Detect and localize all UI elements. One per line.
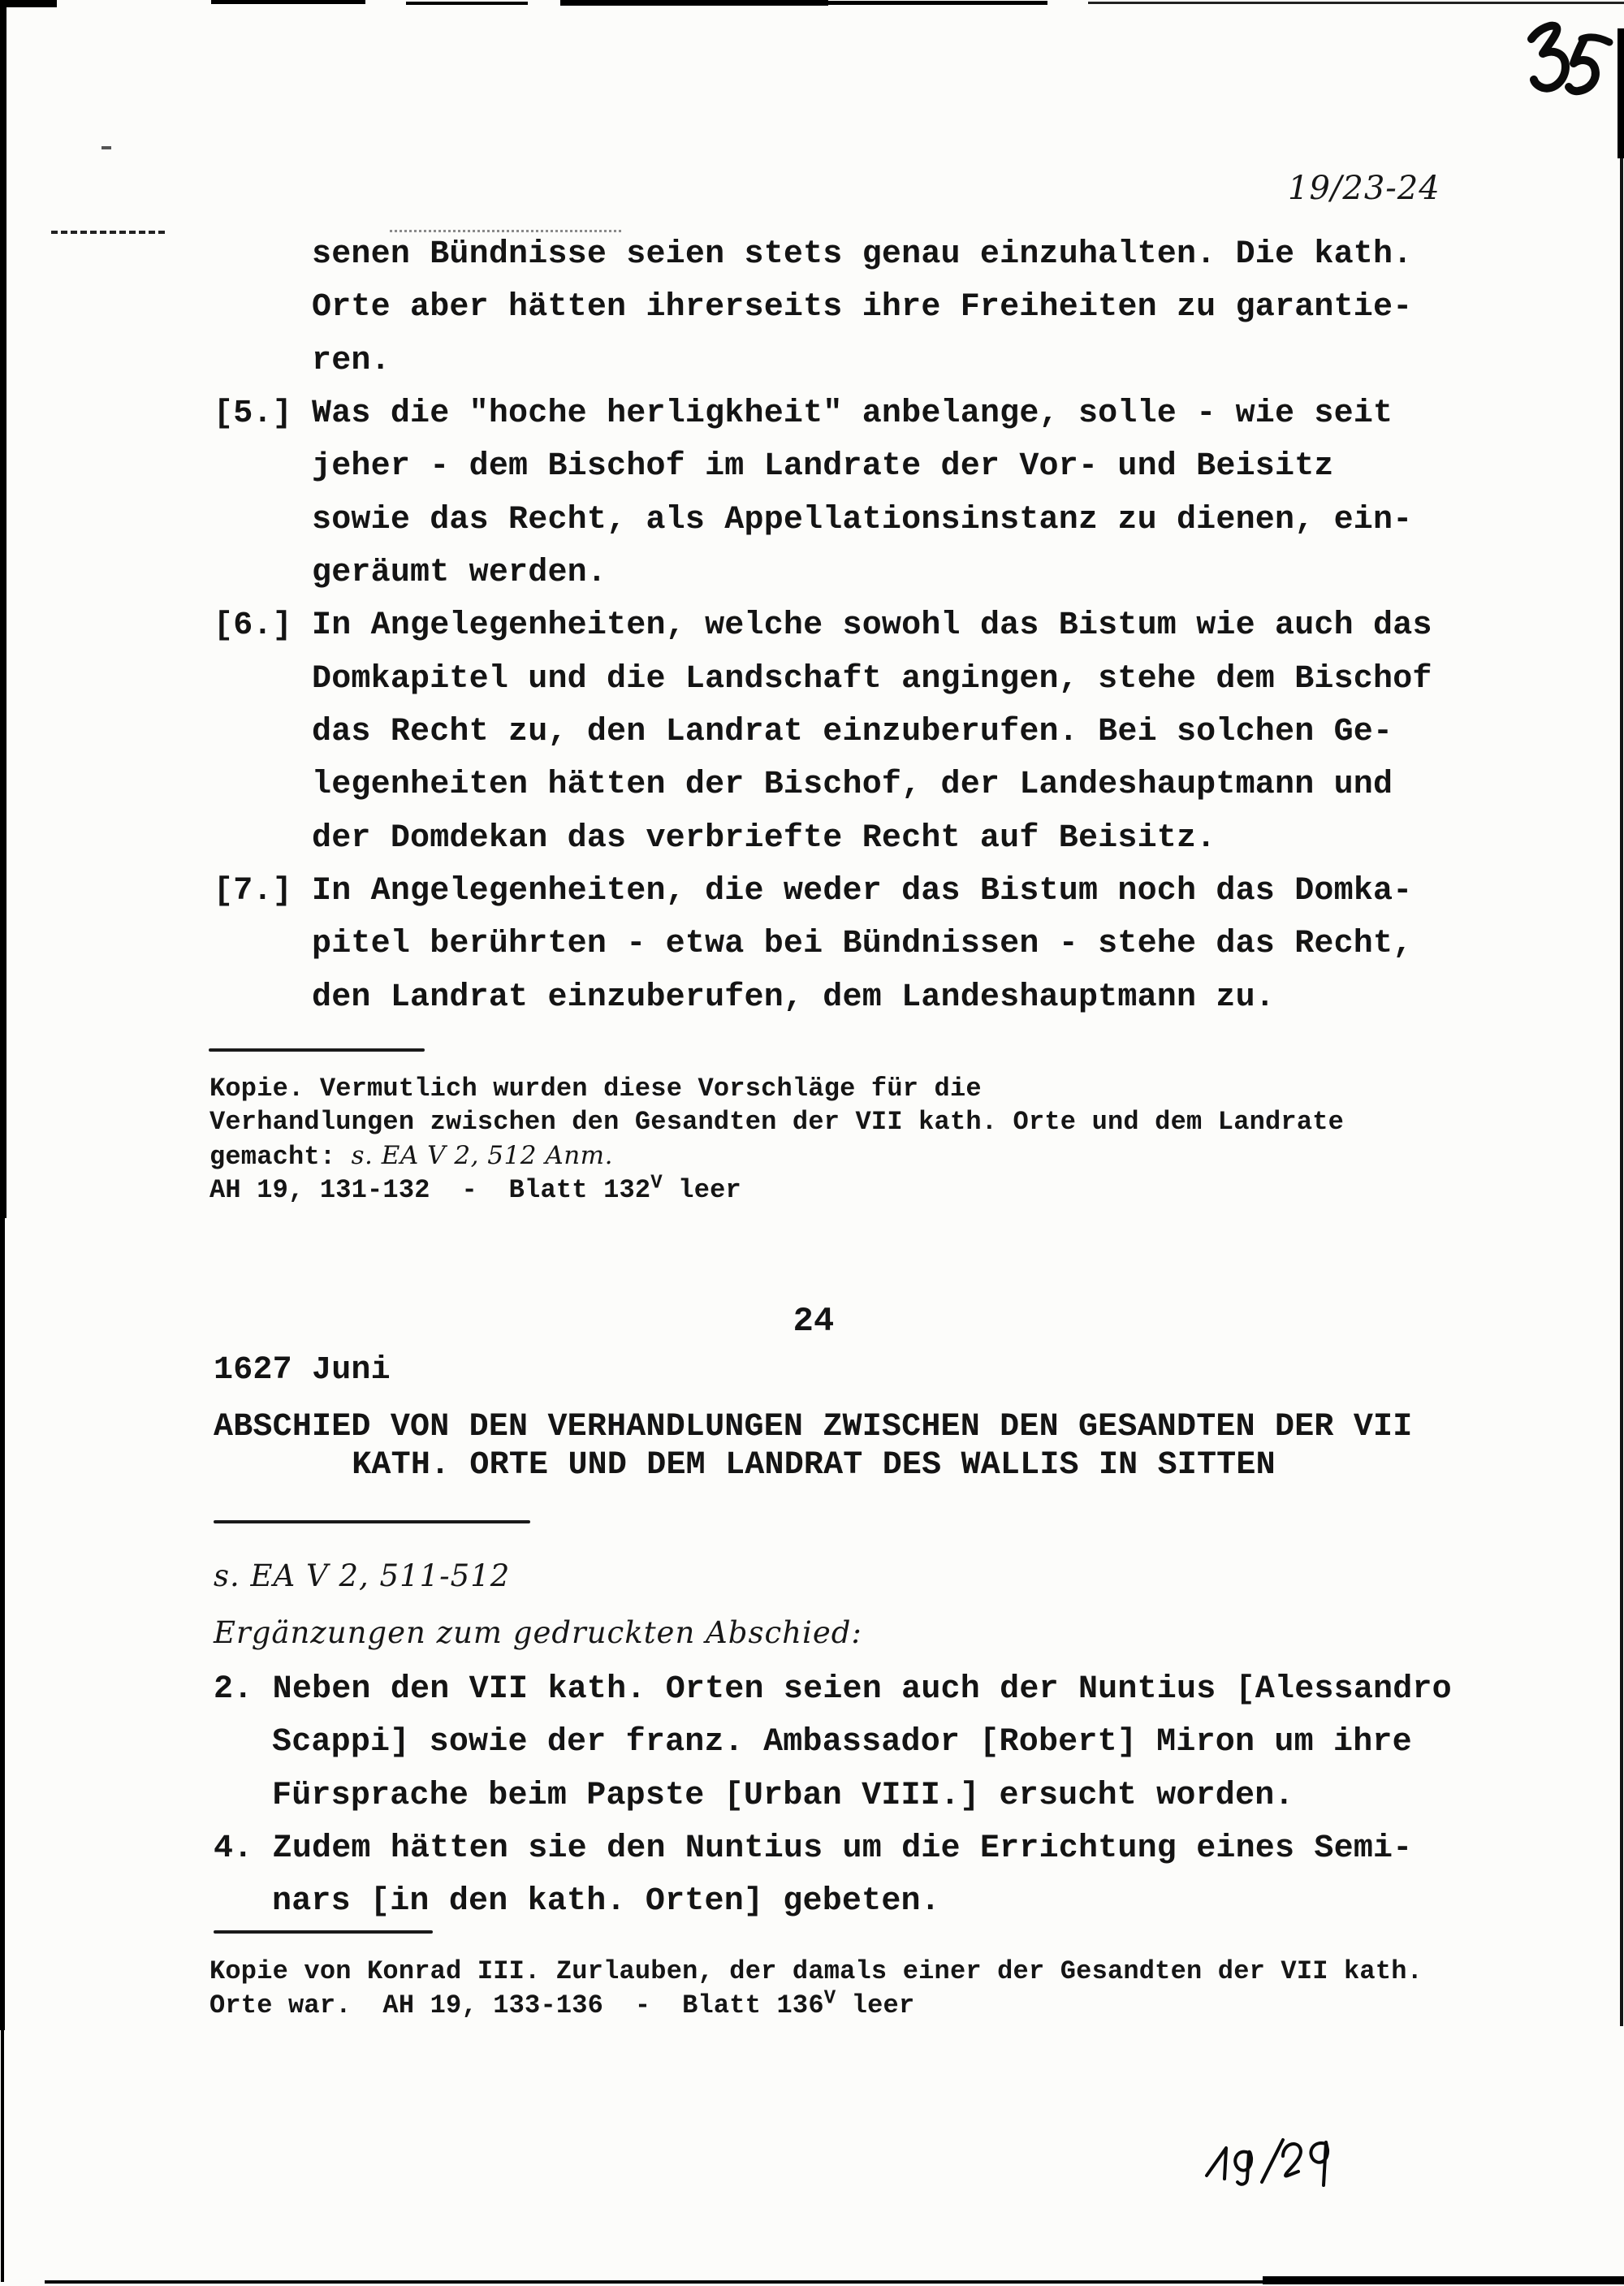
scan-artifact-dot-marks [390, 230, 621, 232]
item-line: nars [in den kath. Orten] gebeten. [272, 1883, 940, 1920]
scan-artifact-top-edge [1088, 2, 1624, 4]
section-rule [214, 1520, 530, 1523]
body-line: senen Bündnisse seien stets genau einzuhalten. Die kath. [312, 236, 1413, 273]
scan-artifact-top-edge [560, 0, 828, 6]
scan-artifact-top-edge [828, 1, 1047, 5]
scan-artifact-left-edge [1, 2030, 4, 2282]
item-line-numbered: 2. Neben den VII kath. Orten seien auch der Nuntius [Alessandro [214, 1671, 1452, 1708]
scan-artifact-right-edge [1620, 158, 1623, 2026]
body-line: das Recht zu, den Landrat einzuberufen. Bei solchen Ge- [312, 714, 1393, 750]
body-line: legenheiten hätten der Bischof, der Landeshauptmann und [312, 767, 1393, 803]
section-title-line2: KATH. ORTE UND DEM LANDRAT DES WALLIS IN SITTEN [352, 1447, 1276, 1484]
footnote-text: leer [836, 1990, 915, 2020]
footnote-text: Orte war. AH 19, 133-136 - Blatt 136 [209, 1990, 824, 2020]
footnote-line [209, 1143, 613, 1170]
source-reference: s. EA V 2, 511-512 [214, 1558, 511, 1593]
scan-artifact-bottom-edge [1263, 2276, 1624, 2284]
body-line: ren. [312, 343, 391, 379]
footnote-text: gemacht: [209, 1142, 352, 1172]
footnote-line [209, 1987, 915, 2020]
scan-artifact-dash-mark [51, 231, 165, 234]
footnote-line [209, 1172, 741, 1205]
footnote-rule [209, 1048, 425, 1052]
body-line: Domkapitel und die Landschaft angingen, stehe dem Bischof [312, 661, 1432, 698]
scan-artifact-left-edge [0, 0, 6, 1218]
body-line-numbered: [5.] Was die "hoche herligkheit" anbelange, solle - wie seit [214, 395, 1393, 432]
footnote-text: AH 19, 131-132 - Blatt 132 [209, 1175, 651, 1205]
scan-artifact-right-edge [1618, 28, 1624, 158]
scan-artifact-left-edge [0, 1218, 5, 2030]
footnote-line: Verhandlungen zwischen den Gesandten der VII kath. Orte und dem Landrate [209, 1107, 1345, 1137]
body-line: jeher - dem Bischof im Landrate der Vor- und Beisitz [312, 448, 1334, 485]
item-line-numbered: 4. Zudem hätten sie den Nuntius um die Errichtung eines Semi- [214, 1830, 1413, 1867]
scan-artifact-top-edge [0, 0, 57, 7]
section-date: 1627 Juni [214, 1352, 391, 1389]
body-line-numbered: [7.] In Angelegenheiten, die weder das Bistum noch das Domka- [214, 873, 1413, 910]
footnote-source-reference: s. EA V 2, 512 Anm. [351, 1141, 613, 1170]
body-line-numbered: [6.] In Angelegenheiten, welche sowohl das Bistum wie auch das [214, 607, 1432, 644]
section-title-line1: ABSCHIED VON DEN VERHANDLUNGEN ZWISCHEN DEN GESANDTEN DER VII [214, 1409, 1413, 1445]
superscript-verso: V [650, 1172, 663, 1195]
doc-ref-header: 19/23-24 [1288, 170, 1440, 207]
body-line: den Landrat einzuberufen, dem Landeshauptmann zu. [312, 979, 1275, 1016]
scan-artifact-top-edge [406, 2, 528, 5]
body-line: pitel berührten - etwa bei Bündnissen - stehe das Recht, [312, 926, 1413, 962]
intro-note: Ergänzungen zum gedruckten Abschied: [214, 1615, 862, 1650]
scan-artifact-bottom-edge [45, 2280, 1263, 2284]
handwritten-page-number [1518, 18, 1616, 99]
body-line: geräumt werden. [312, 555, 607, 591]
body-line: Orte aber hätten ihrerseits ihre Freiheiten zu garantie- [312, 289, 1413, 326]
body-line: der Domdekan das verbriefte Recht auf Beisitz. [312, 820, 1216, 857]
superscript-verso: V [823, 1987, 836, 2010]
scan-artifact-speck [102, 146, 111, 149]
item-line: Scappi] sowie der franz. Ambassador [Robert] Miron um ihre [272, 1724, 1412, 1761]
handwritten-footer-number [1200, 2124, 1350, 2201]
item-line: Fürsprache beim Papste [Urban VIII.] ersucht worden. [272, 1778, 1294, 1814]
body-line: sowie das Recht, als Appellationsinstanz zu dienen, ein- [312, 502, 1413, 538]
scan-artifact-top-edge [211, 0, 365, 4]
section-number: 24 [793, 1302, 835, 1341]
footnote-rule [214, 1930, 433, 1934]
footnote-line: Kopie. Vermutlich wurden diese Vorschläge für die [209, 1074, 982, 1104]
footnote-line: Kopie von Konrad III. Zurlauben, der damals einer der Gesandten der VII kath. [209, 1956, 1423, 1986]
footnote-text: leer [662, 1175, 741, 1205]
